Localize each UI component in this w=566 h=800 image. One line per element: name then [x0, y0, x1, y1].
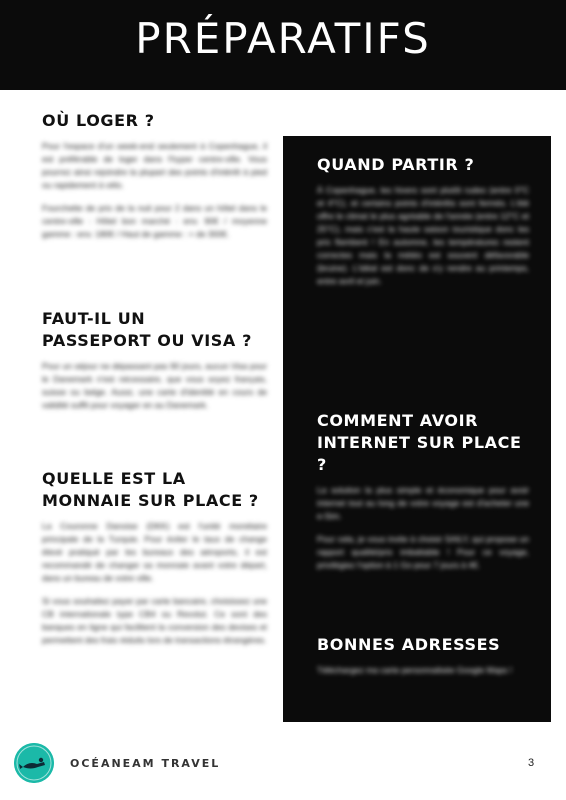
paragraph: Pour cela, je vous invite à choisir SAILY, qui propose un rapport qualité/prix imbattable ! Pour ce voyage, privilégiez l'option à 1 Go pour 7 jours à 4€. — [317, 534, 529, 570]
page-number: 3 — [528, 757, 535, 769]
section-body-bonnes-adresses — [317, 664, 529, 677]
title-line: INTERNET SUR PLACE ? — [317, 433, 522, 474]
diver-icon — [14, 743, 54, 783]
brand-name: OCÉANEAM TRAVEL — [70, 757, 221, 770]
section-title-quand-partir: QUAND PARTIR ? — [317, 155, 475, 174]
paragraph: La Couronne Danoise (DKK) est l'unité monétaire principale de la Turquie. Pour éviter le taux de change élevé pratiqué par les bureaux des aéroports, il est recommandé de changer sa monnaie avant votre départ, dans un bureau de votre ville. — [42, 521, 267, 583]
paragraph: À Copenhague, les hivers sont plutôt rudes (entre 0°C et 4°C), et certains points d'intérêts sont fermés. L'été offre le climat le plus agréable de l'année (entre 12°C et 25°C), mais c'est la haute saison touristique donc les prix flambent ! En automne, les températures restent correctes mais la météo est souvent défavorable (bruine). L'idéal est donc de s'y rendre au printemps, entre avril et juin. — [317, 185, 529, 286]
brand-logo-icon — [14, 743, 54, 783]
title-line: FAUT-IL UN — [42, 309, 146, 328]
title-line: PASSEPORT OU VISA ? — [42, 331, 252, 350]
section-ou-loger — [42, 110, 267, 251]
paragraph: Pour un séjour ne dépassant pas 90 jours, aucun Visa pour le Danemark n'est nécessaire, que vous soyez français, suisse ou belge. Aussi, une carte d'identité en cours de validité suffit pour voyager en au Danemark. — [42, 361, 267, 410]
paragraph: Pour l'espace d'un week-end seulement à Copenhague, il est préférable de loger dans l'hyper centre-ville. Vous pourrez ainsi rejoindre la plupart des points d'intérêt à pied ou rapidement à vélo. — [42, 141, 267, 190]
paragraph: Fourchette de prix de la nuit pour 2 dans un hôtel dans le centre-ville : Hôtel bon marché : env. 90€ / moyenne gamme : env. 180€ / Haut de gamme : + de 300€. — [42, 203, 267, 239]
section-title-bonnes-adresses: BONNES ADRESSES — [317, 635, 501, 654]
section-title-ou-loger: OÙ LOGER ? — [42, 111, 155, 130]
section-bonnes-adresses — [317, 634, 529, 687]
paragraph: La solution la plus simple et économique pour avoir internet tout au long de votre voyage est d'acheter une e-Sim. — [317, 485, 529, 521]
section-body-quand-partir — [317, 184, 529, 288]
paragraph: Si vous souhaitez payer par carte bancaire, choisissez une CB internationale type CB4 ou Revolut. Ce sont des banques en ligne qui facilitent la conversion des devises et permettent des frais réduits lors de transactions étrangères. — [42, 596, 267, 645]
section-body-internet — [317, 484, 529, 572]
map-link[interactable]: Téléchargez ma carte personnalisée Google Maps ! — [317, 665, 513, 675]
title-line: QUELLE EST LA — [42, 469, 186, 488]
section-title-internet — [317, 410, 529, 476]
section-body-ou-loger — [42, 140, 267, 241]
section-quand-partir — [317, 154, 529, 298]
header-band — [0, 0, 566, 90]
section-title-monnaie — [42, 468, 267, 512]
right-info-box — [283, 136, 551, 722]
section-body-monnaie — [42, 520, 267, 647]
section-body-passeport-visa — [42, 360, 267, 412]
section-passeport-visa — [42, 308, 267, 422]
title-line: COMMENT AVOIR — [317, 411, 479, 430]
title-line: MONNAIE SUR PLACE ? — [42, 491, 259, 510]
section-title-passeport-visa — [42, 308, 267, 352]
section-internet — [317, 410, 529, 582]
page-title: PRÉPARATIFS — [135, 14, 431, 63]
section-monnaie — [42, 468, 267, 657]
